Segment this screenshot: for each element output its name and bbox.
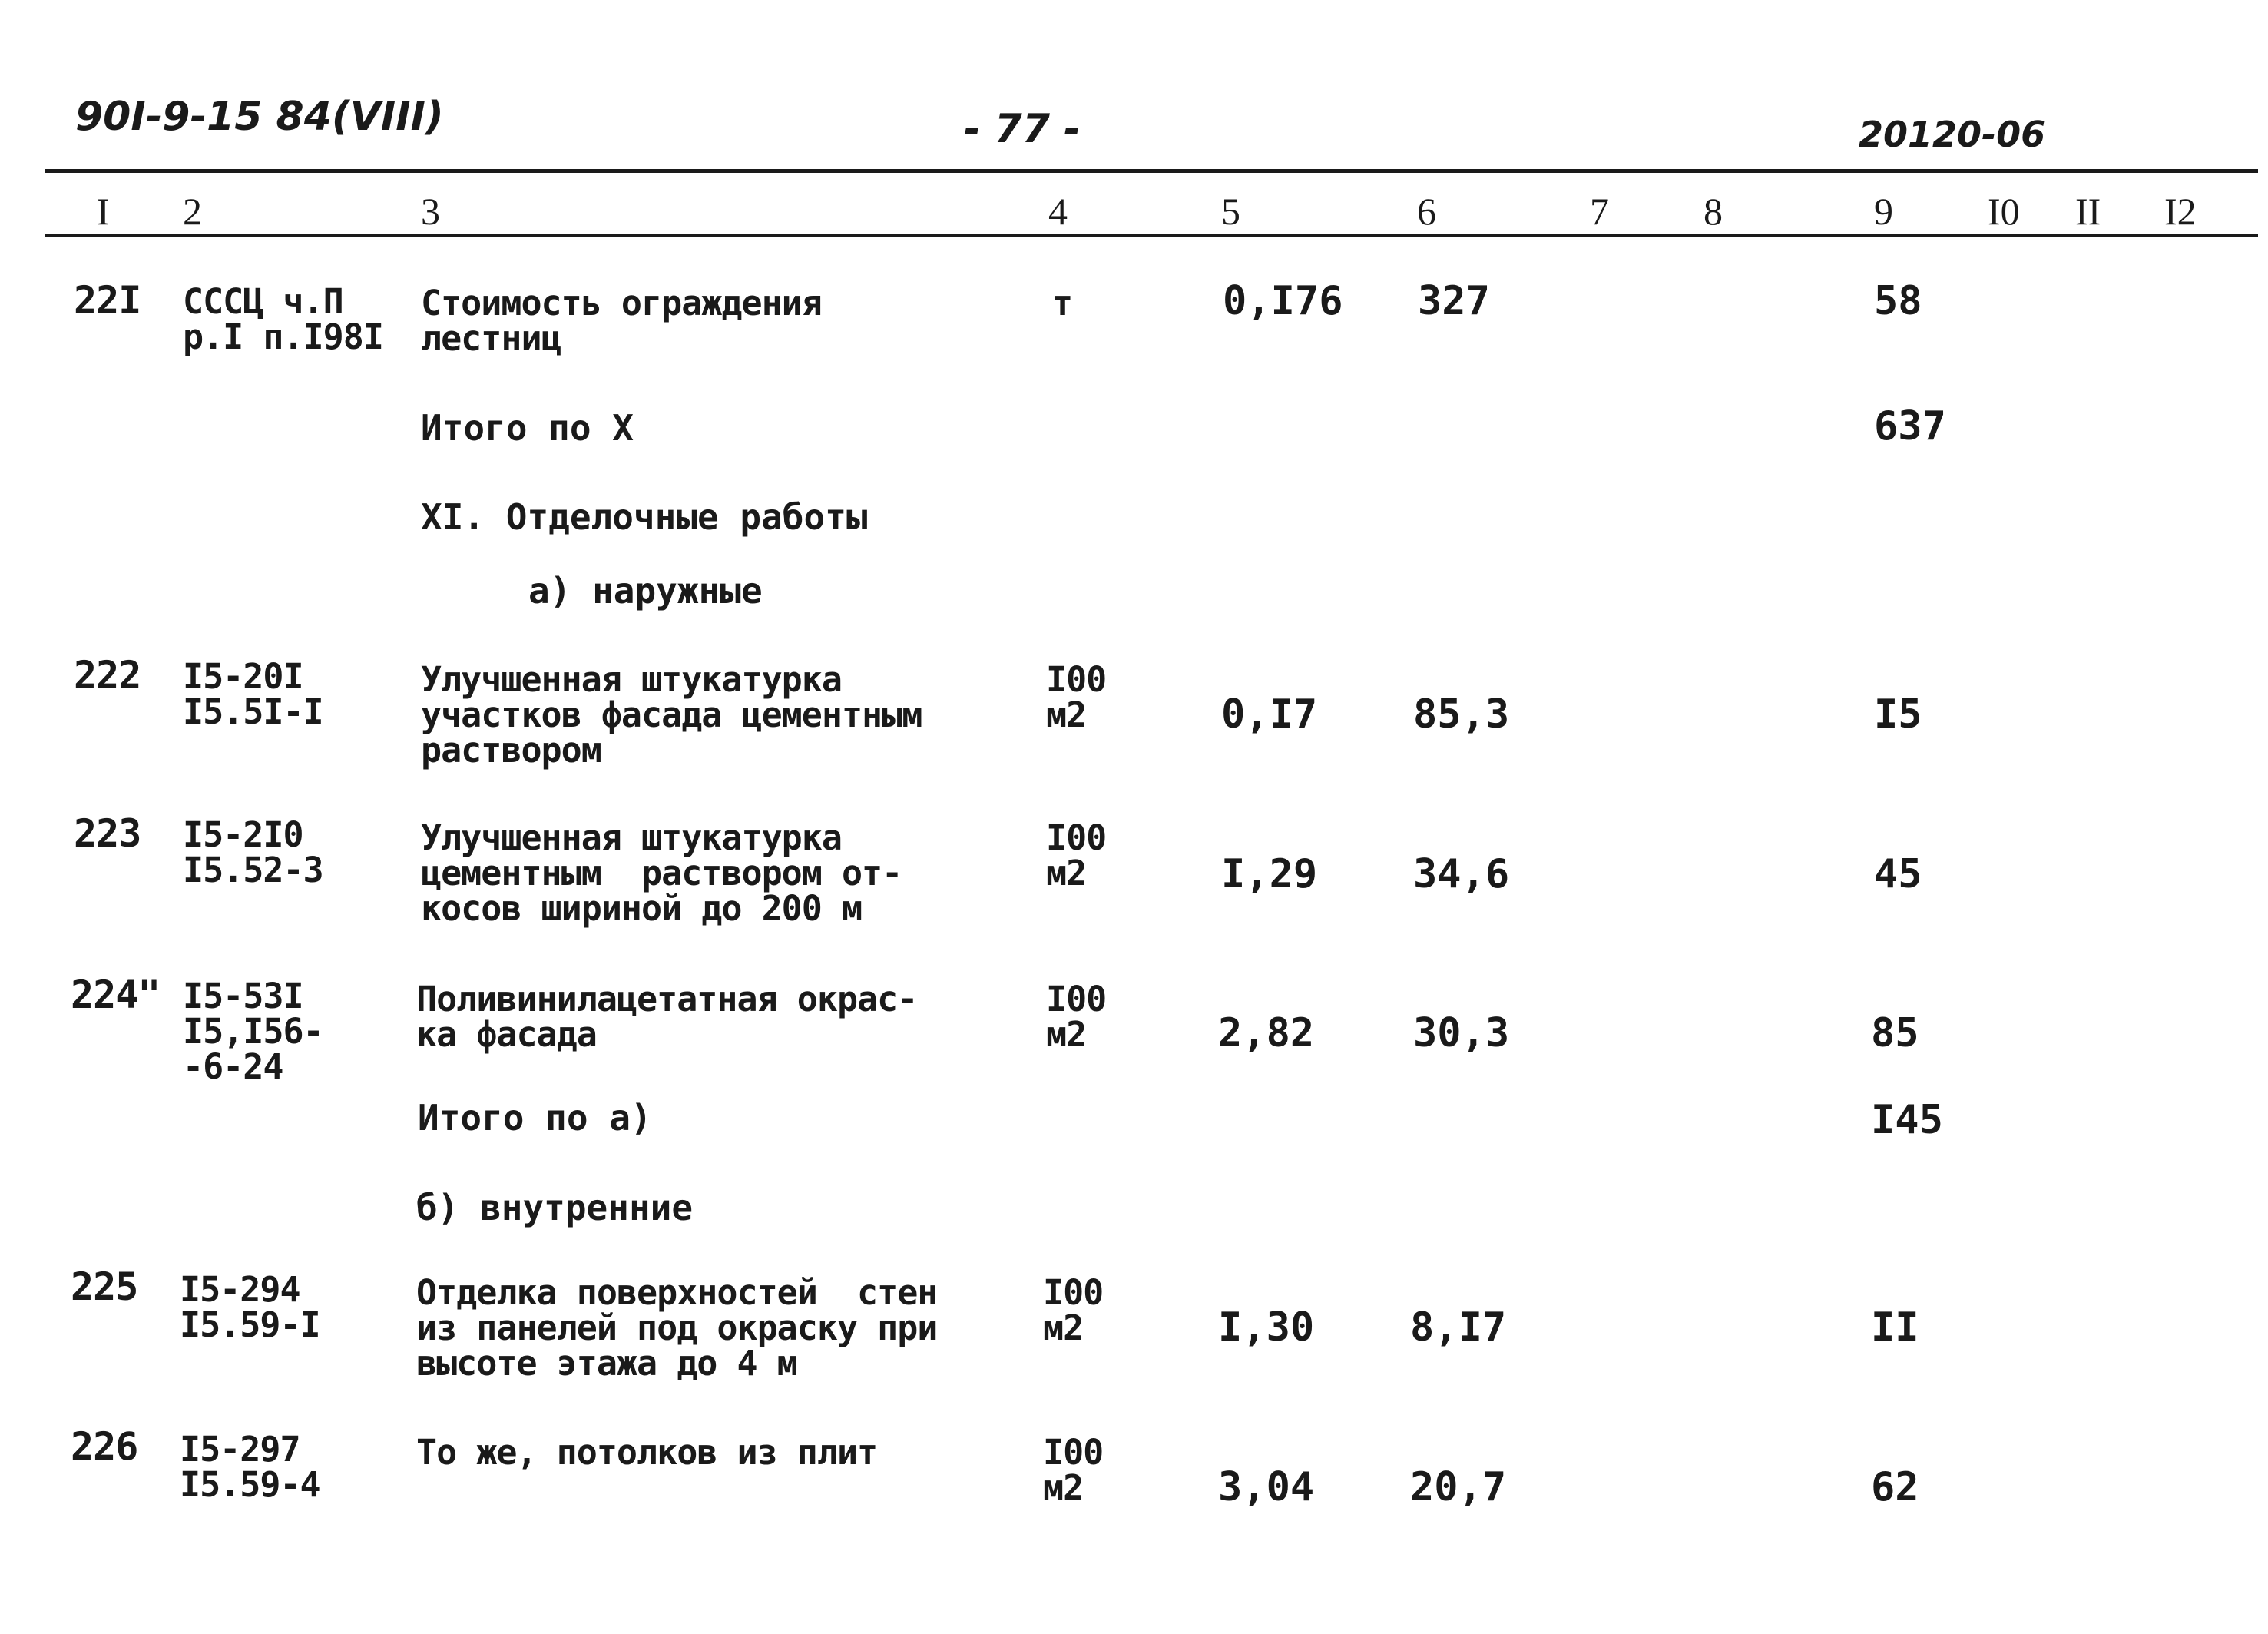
row-name: Отделка поверхностей стен из панелей под окраску при высоте этажа до 4 м bbox=[416, 1272, 938, 1384]
row-total: 85 bbox=[1871, 1010, 1919, 1056]
row-unit-price: 85,3 bbox=[1413, 691, 1510, 737]
row-quantity: 3,04 bbox=[1218, 1464, 1315, 1510]
row-quantity: 0,I7 bbox=[1221, 691, 1318, 737]
page-number: - 77 - bbox=[964, 106, 1081, 152]
row-unit-price: 327 bbox=[1418, 278, 1490, 324]
row-quantity: 0,I76 bbox=[1223, 278, 1343, 324]
row-code: I5-53I I5,I56- -6-24 bbox=[183, 976, 323, 1087]
row-number: 223 bbox=[74, 811, 141, 856]
col-header-12: I2 bbox=[2164, 190, 2197, 233]
subtotal-a-value: I45 bbox=[1871, 1097, 1943, 1143]
col-header-8: 8 bbox=[1703, 190, 1723, 233]
col-header-3: 3 bbox=[421, 190, 440, 233]
row-quantity: I,29 bbox=[1221, 851, 1318, 897]
row-unit: I00 м2 bbox=[1046, 659, 1107, 735]
row-number: 222 bbox=[74, 653, 141, 698]
row-number: 224" bbox=[71, 973, 161, 1017]
row-total: I5 bbox=[1874, 691, 1922, 737]
header-bottom-rule bbox=[45, 234, 2258, 237]
col-header-10: I0 bbox=[1988, 190, 2020, 233]
row-number: 22I bbox=[74, 278, 141, 323]
document-code: 90I-9-15 84(VIII) bbox=[75, 94, 444, 140]
row-name: То же, потолков из плит bbox=[416, 1432, 878, 1473]
row-unit-price: 30,3 bbox=[1413, 1010, 1510, 1056]
row-total: 62 bbox=[1871, 1464, 1919, 1510]
subtotal-a-label: Итого по а) bbox=[418, 1097, 652, 1138]
row-number: 226 bbox=[71, 1424, 138, 1469]
col-header-6: 6 bbox=[1417, 190, 1436, 233]
col-header-7: 7 bbox=[1590, 190, 1609, 233]
row-unit: т bbox=[1052, 283, 1073, 323]
row-unit: I00 м2 bbox=[1043, 1272, 1104, 1348]
row-total: 45 bbox=[1874, 851, 1922, 897]
row-unit: I00 м2 bbox=[1046, 817, 1107, 893]
row-quantity: 2,82 bbox=[1218, 1010, 1315, 1056]
row-number: 225 bbox=[71, 1264, 138, 1309]
row-code: I5-294 I5.59-I bbox=[180, 1269, 320, 1345]
col-header-5: 5 bbox=[1221, 190, 1240, 233]
subsection-a-heading: а) наружные bbox=[528, 570, 763, 612]
row-code: СССЦ ч.П р.I п.I98I bbox=[183, 281, 383, 357]
row-code: I5-2I0 I5.52-3 bbox=[183, 814, 323, 890]
subtotal-x-label: Итого по X bbox=[421, 407, 634, 449]
subsection-b-heading: б) внутренние bbox=[416, 1187, 694, 1228]
col-header-11: II bbox=[2075, 190, 2101, 233]
row-name: Улучшенная штукатурка участков фасада цементным раствором bbox=[421, 659, 922, 771]
row-name: Улучшенная штукатурка цементным раствором от- косов шириной до 200 м bbox=[421, 817, 902, 929]
section-xi-heading: XI. Отделочные работы bbox=[421, 496, 868, 538]
col-header-2: 2 bbox=[183, 190, 202, 233]
row-unit: I00 м2 bbox=[1046, 979, 1107, 1055]
sheet-code: 20120-06 bbox=[1859, 114, 2046, 155]
row-unit-price: 8,I7 bbox=[1410, 1304, 1507, 1351]
row-total: II bbox=[1871, 1304, 1919, 1351]
header-top-rule bbox=[45, 169, 2258, 173]
row-code: I5-297 I5.59-4 bbox=[180, 1429, 320, 1505]
row-quantity: I,30 bbox=[1218, 1304, 1315, 1351]
row-code: I5-20I I5.5I-I bbox=[183, 656, 323, 732]
subtotal-x-value: 637 bbox=[1874, 403, 1946, 449]
col-header-4: 4 bbox=[1048, 190, 1068, 233]
col-header-1: I bbox=[97, 190, 110, 233]
row-total: 58 bbox=[1874, 278, 1922, 324]
row-unit-price: 34,6 bbox=[1413, 851, 1510, 897]
col-header-9: 9 bbox=[1874, 190, 1893, 233]
row-unit-price: 20,7 bbox=[1410, 1464, 1507, 1510]
row-unit: I00 м2 bbox=[1043, 1432, 1104, 1508]
row-name: Стоимость ограждения лестниц bbox=[421, 283, 822, 359]
row-name: Поливинилацетатная окрас- ка фасада bbox=[416, 979, 918, 1055]
